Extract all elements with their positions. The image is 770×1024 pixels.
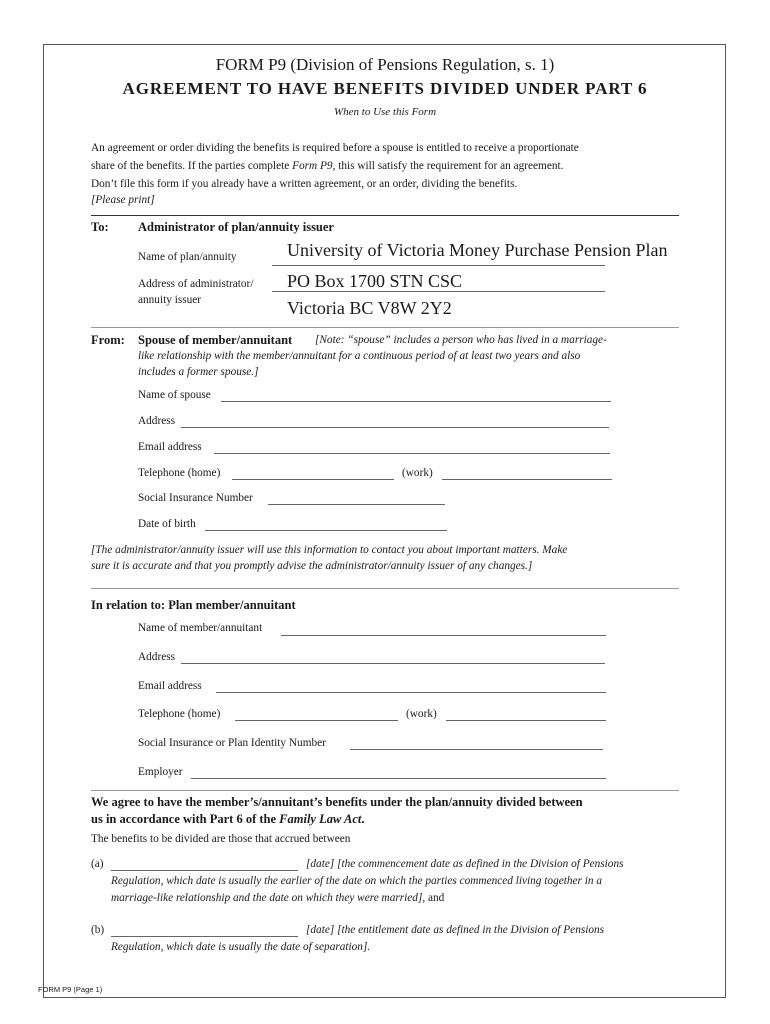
item-b-line2: Regulation, which date is usually the date of separation]. — [111, 941, 371, 953]
member-email-field[interactable] — [216, 692, 606, 693]
spouse-sin-field[interactable] — [268, 504, 445, 505]
member-address-label: Address — [138, 651, 176, 663]
spouse-dob-label: Date of birth — [138, 518, 196, 530]
plan-name-underline — [272, 265, 605, 266]
contact-note-line1: [The administrator/annuity issuer will use this information to contact you about important matters. Make — [91, 544, 568, 556]
contact-note-line2: sure it is accurate and that you promptly advise the administrator/annuity issuer of any changes.] — [91, 560, 533, 572]
from-heading: Spouse of member/annuitant — [138, 333, 293, 347]
item-a-label: (a) — [91, 858, 104, 870]
to-label: To: — [91, 220, 109, 234]
member-tel-work-field[interactable] — [446, 720, 606, 721]
spouse-note-line1: [Note: “spouse” includes a person who has lived in a marriage- — [315, 334, 607, 346]
member-employer-field[interactable] — [191, 778, 606, 779]
member-employer-label: Employer — [138, 766, 183, 778]
spouse-name-field[interactable] — [221, 401, 611, 402]
intro-line-3: Don’t file this form if you already have a written agreement, or an order, dividing the benefits. — [91, 178, 518, 190]
spouse-name-label: Name of spouse — [138, 389, 211, 401]
member-tel-work-label: (work) — [406, 708, 437, 720]
member-name-label: Name of member/annuitant — [138, 622, 263, 634]
plan-name-value[interactable]: University of Victoria Money Purchase Pension Plan — [287, 240, 668, 260]
spouse-tel-work-field[interactable] — [442, 479, 612, 480]
section-divider — [91, 588, 679, 589]
item-a-line2: Regulation, which date is usually the earlier of the date on which the parties commenced living together in a — [111, 875, 603, 887]
spouse-note-line2: like relationship with the member/annuitant for a continuous period of at least two years and also — [138, 350, 581, 362]
relation-heading: In relation to: Plan member/annuitant — [91, 598, 296, 612]
entitlement-date-field[interactable] — [111, 936, 298, 937]
please-print-note: [Please print] — [91, 194, 155, 206]
address-label-line2: annuity issuer — [138, 294, 202, 306]
spouse-address-label: Address — [138, 415, 176, 427]
form-subtitle: AGREEMENT TO HAVE BENEFITS DIVIDED UNDER PART 6 — [122, 79, 648, 98]
address-value-line1[interactable]: PO Box 1700 STN CSC — [287, 271, 463, 291]
agreement-line2 — [91, 812, 364, 827]
item-b-label: (b) — [91, 924, 105, 936]
spouse-email-field[interactable] — [214, 453, 610, 454]
section-divider — [91, 790, 679, 791]
member-sin-field[interactable] — [350, 749, 603, 750]
address-value-line2[interactable]: Victoria BC V8W 2Y2 — [287, 298, 452, 318]
item-a-and: and — [425, 892, 445, 904]
spouse-address-field[interactable] — [181, 427, 609, 428]
item-b-line1: [date] [the entitlement date as defined in the Division of Pensions — [306, 924, 605, 936]
item-a-line3 — [111, 892, 444, 904]
spouse-email-label: Email address — [138, 441, 202, 453]
spouse-tel-home-label: Telephone (home) — [138, 467, 221, 479]
spouse-sin-label: Social Insurance Number — [138, 492, 253, 504]
intro-text — [91, 139, 681, 193]
intro-line-2-post: , this will satisfy the requirement for an agreement. — [332, 160, 564, 172]
spouse-tel-work-label: (work) — [402, 467, 433, 479]
spouse-dob-field[interactable] — [205, 530, 447, 531]
item-a-line1: [date] [the commencement date as defined in the Division of Pensions — [306, 858, 624, 870]
intro-line-2 — [91, 157, 681, 175]
agreement-line2-post: . — [361, 812, 365, 826]
member-name-field[interactable] — [281, 635, 606, 636]
spouse-note-line3: includes a former spouse.] — [138, 366, 259, 378]
intro-line-2-pre: share of the benefits. If the parties complete — [91, 160, 293, 172]
member-tel-home-field[interactable] — [235, 720, 398, 721]
family-law-act-name: Family Law Act — [279, 812, 362, 826]
accrued-text: The benefits to be divided are those that accrued between — [91, 833, 351, 845]
member-tel-home-label: Telephone (home) — [138, 708, 221, 720]
agreement-line1: We agree to have the member’s/annuitant’s benefits under the plan/annuity divided between — [91, 795, 583, 809]
plan-name-label: Name of plan/annuity — [138, 251, 237, 263]
from-label: From: — [91, 333, 125, 347]
form-title: FORM P9 (Division of Pensions Regulation, s. 1) — [215, 55, 555, 74]
agreement-line2-pre: us in accordance with Part 6 of the — [91, 812, 280, 826]
member-sin-label: Social Insurance or Plan Identity Number — [138, 737, 326, 749]
intro-form-name: Form P9 — [292, 160, 333, 172]
section-divider — [91, 327, 679, 328]
when-heading: When to Use this Form — [333, 106, 437, 118]
intro-line-1: An agreement or order dividing the benefits is required before a spouse is entitled to receive a proportionate — [91, 142, 579, 154]
page-footer: FORM P9 (Page 1) — [38, 985, 103, 994]
member-email-label: Email address — [138, 680, 202, 692]
spouse-tel-home-field[interactable] — [232, 479, 394, 480]
item-a-line3-text: marriage-like relationship and the date on which they were married], — [111, 892, 426, 904]
to-heading: Administrator of plan/annuity issuer — [138, 220, 334, 234]
section-divider — [91, 215, 679, 216]
member-address-field[interactable] — [181, 663, 605, 664]
commencement-date-field[interactable] — [111, 870, 298, 871]
address-label-line1: Address of administrator/ — [138, 278, 254, 290]
